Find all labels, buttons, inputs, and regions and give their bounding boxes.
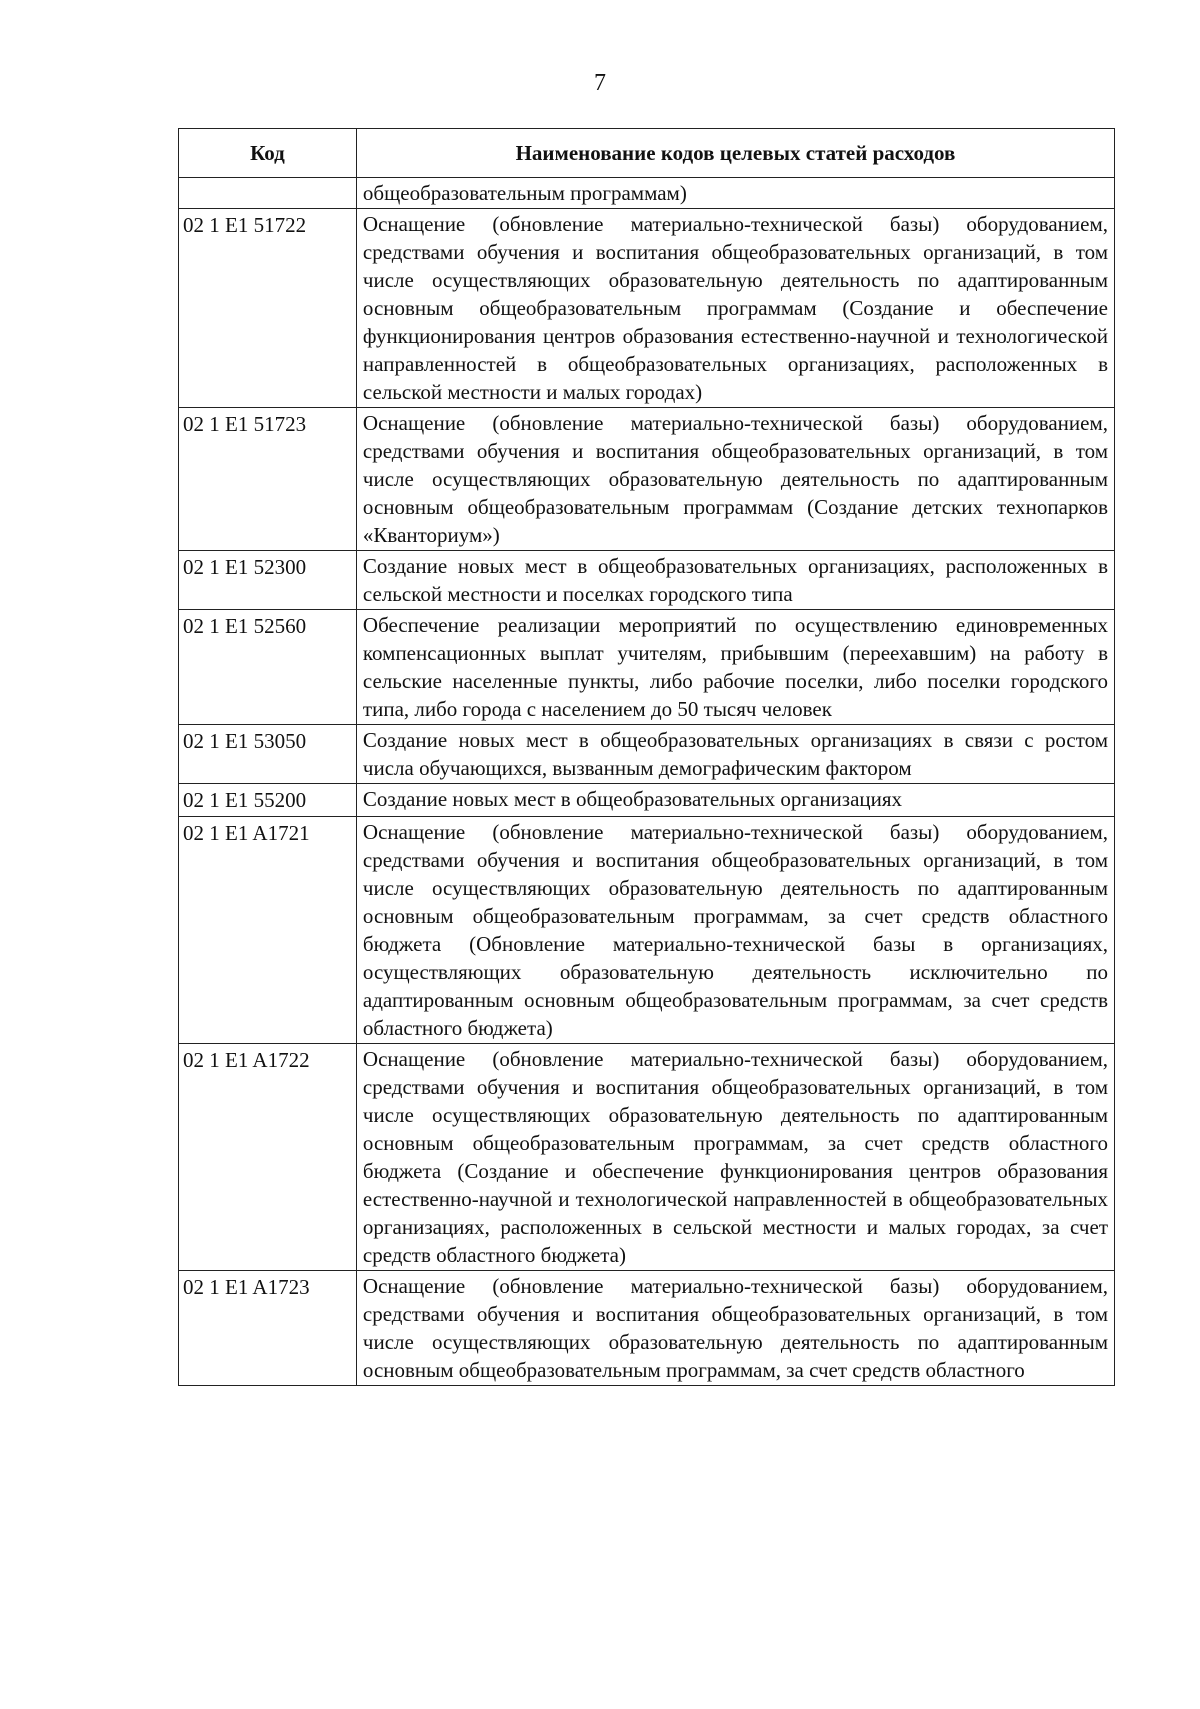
row-code: 02 1 E1 A1722 (179, 1044, 357, 1271)
table-row (179, 1271, 1115, 1386)
row-name: Создание новых мест в общеобразовательных организациях, расположенных в сельской местности и поселках городского типа (356, 551, 1114, 610)
table-row (179, 610, 1115, 725)
code-column-header: Код (179, 129, 357, 178)
row-name: Оснащение (обновление материально-технической базы) оборудованием, средствами обучения и воспитания общеобразовательных организаций, в том числе осуществляющих образовательную деятельность по адаптированным основным общеобразовательным программам, за счет средств областного бюджета (Обновление материально-технической базы в организациях, осуществляющих образовательную деятельность исключительно по адаптированным основным общеобразовательным программам, за счет средств областного бюджета) (356, 817, 1114, 1044)
table-row (179, 784, 1115, 817)
table-row (179, 817, 1115, 1044)
row-code: 02 1 E1 52300 (179, 551, 357, 610)
table-row (179, 551, 1115, 610)
row-code (179, 178, 357, 209)
row-name: общеобразовательным программам) (356, 178, 1114, 209)
budget-codes-table (178, 128, 1115, 1386)
row-code: 02 1 E1 51723 (179, 408, 357, 551)
row-name: Оснащение (обновление материально-технической базы) оборудованием, средствами обучения и воспитания общеобразовательных организаций, в том числе осуществляющих образовательную деятельность по адаптированным основным общеобразовательным программам (Создание и обеспечение функционирования центров образования естественно-научной и технологической направленностей в общеобразовательных организациях, расположенных в сельской местности и малых городах) (356, 209, 1114, 408)
row-code: 02 1 E1 51722 (179, 209, 357, 408)
row-name: Оснащение (обновление материально-технической базы) оборудованием, средствами обучения и воспитания общеобразовательных организаций, в том числе осуществляющих образовательную деятельность по адаптированным основным общеобразовательным программам (Создание детских технопарков «Кванториум») (356, 408, 1114, 551)
table-row (179, 1044, 1115, 1271)
table-row (179, 725, 1115, 784)
table-header-row (179, 129, 1115, 178)
name-column-header: Наименование кодов целевых статей расходов (356, 129, 1114, 178)
row-name: Создание новых мест в общеобразовательных организациях (356, 784, 1114, 817)
row-name: Обеспечение реализации мероприятий по осуществлению единовременных компенсационных выплат учителям, прибывшим (переехавшим) на работу в сельские населенные пункты, либо рабочие поселки, либо поселки городского типа, либо города с населением до 50 тысяч человек (356, 610, 1114, 725)
row-name: Создание новых мест в общеобразовательных организациях в связи с ростом числа обучающихся, вызванным демографическим фактором (356, 725, 1114, 784)
row-name: Оснащение (обновление материально-технической базы) оборудованием, средствами обучения и воспитания общеобразовательных организаций, в том числе осуществляющих образовательную деятельность по адаптированным основным общеобразовательным программам, за счет средств областного бюджета (Создание и обеспечение функционирования центров образования естественно-научной и технологической направленностей в общеобразовательных организациях, расположенных в сельской местности и малых городах, за счет средств областного бюджета) (356, 1044, 1114, 1271)
table-row (179, 178, 1115, 209)
page-number: 7 (594, 70, 606, 96)
row-code: 02 1 E1 A1723 (179, 1271, 357, 1386)
row-name: Оснащение (обновление материально-технической базы) оборудованием, средствами обучения и воспитания общеобразовательных организаций, в том числе осуществляющих образовательную деятельность по адаптированным основным общеобразовательным программам, за счет средств областного (356, 1271, 1114, 1386)
row-code: 02 1 E1 53050 (179, 725, 357, 784)
row-code: 02 1 E1 52560 (179, 610, 357, 725)
row-code: 02 1 E1 A1721 (179, 817, 357, 1044)
row-code: 02 1 E1 55200 (179, 784, 357, 817)
table-row (179, 209, 1115, 408)
table-row (179, 408, 1115, 551)
